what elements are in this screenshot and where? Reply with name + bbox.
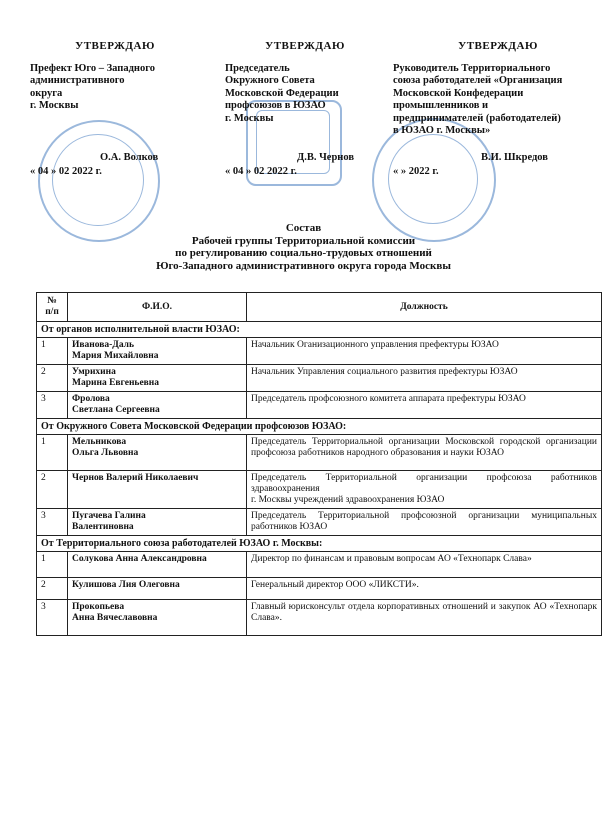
- table-row: [37, 509, 602, 536]
- table-row: [37, 435, 602, 471]
- person-name: [68, 578, 247, 600]
- person-name: [68, 552, 247, 578]
- person-position: Главный юрисконсульт отдела корпоративных отношений и закупок АО «Технопарк Слава».: [247, 600, 602, 636]
- person-name: [68, 365, 247, 392]
- person-name-line-2: Мария Михайловна: [72, 351, 159, 361]
- approval-heading: УТВЕРЖДАЮ: [265, 40, 345, 52]
- section-title: От Территориального союза работодателей ЮЗАО г. Москвы:: [37, 536, 602, 552]
- document-title: [0, 222, 607, 272]
- approval-heading: УТВЕРЖДАЮ: [75, 40, 155, 52]
- person-name-line-1: Солукова Анна Александровна: [72, 554, 207, 564]
- row-number: 3: [37, 600, 68, 636]
- approval-position: Префект Юго – Западного административного округа г. Москвы: [30, 62, 155, 111]
- section-title: От органов исполнительной власти ЮЗАО:: [37, 322, 602, 338]
- approval-signer: Д.В. Чернов: [297, 152, 355, 163]
- approval-date: « 04 » 02 2022 г.: [225, 166, 297, 177]
- table-row: [37, 471, 602, 509]
- approval-heading: УТВЕРЖДАЮ: [458, 40, 538, 52]
- header-fio: Ф.И.О.: [68, 293, 247, 322]
- row-number: 1: [37, 552, 68, 578]
- person-name-line-2: Валентиновна: [72, 522, 134, 532]
- approval-position: Председатель Окружного Совета Московской Федерации профсоюзов в ЮЗАО г. Москвы: [225, 62, 339, 124]
- person-name-line-1: Прокопьева: [72, 602, 125, 612]
- table-row: [37, 578, 602, 600]
- table-header-row: [37, 293, 602, 322]
- header-position: Должность: [247, 293, 602, 322]
- table-row: [37, 392, 602, 419]
- person-position: Председатель профсоюзного комитета аппарата префектуры ЮЗАО: [247, 392, 602, 419]
- person-name: [68, 600, 247, 636]
- row-number: 1: [37, 435, 68, 471]
- person-position: Начальник Оганизационного управления префектуры ЮЗАО: [247, 338, 602, 365]
- person-position: Начальник Управления социального развития префектуры ЮЗАО: [247, 365, 602, 392]
- person-name: [68, 392, 247, 419]
- person-name-line-2: Ольга Львовна: [72, 448, 139, 458]
- approval-date: « » 2022 г.: [393, 166, 439, 177]
- row-number: 3: [37, 392, 68, 419]
- table-row: [37, 600, 602, 636]
- person-name-line-1: Пугачева Галина: [72, 511, 146, 521]
- table-row: [37, 552, 602, 578]
- person-position: Председатель Территориальной профсоюзной организации муниципальных работников ЮЗАО: [247, 509, 602, 536]
- person-position: Председатель Территориальной организации Московской городской организации профсоюза работников народного образования и науки ЮЗАО: [247, 435, 602, 471]
- person-name: [68, 471, 247, 509]
- approval-signer: В.И. Шкредов: [481, 152, 548, 163]
- person-name-line-1: Иванова-Даль: [72, 340, 135, 350]
- title-line-3: по регулированию социально-трудовых отношений: [175, 247, 432, 259]
- table-row: [37, 365, 602, 392]
- person-name: [68, 338, 247, 365]
- working-group-table: [36, 292, 602, 636]
- person-name-line-2: Анна Вячеславовна: [72, 613, 158, 623]
- row-number: 2: [37, 578, 68, 600]
- person-name-line-1: Умрихина: [72, 367, 116, 377]
- approval-block-employers-union: [393, 40, 603, 177]
- approval-position: Руководитель Территориального союза работодателей «Организация Московской Конфедерации промышленников и предпринимателей (работодателей) в ЮЗАО г. Москвы»: [393, 62, 563, 136]
- person-name-line-1: Фролова: [72, 394, 110, 404]
- title-line-4: Юго-Западного административного округа города Москвы: [156, 259, 451, 272]
- section-title: От Окружного Совета Московской Федерации профсоюзов ЮЗАО:: [37, 419, 602, 435]
- section-row: [37, 322, 602, 338]
- person-name-line-1: Кулишова Лия Олеговна: [72, 580, 180, 590]
- person-position: Директор по финансам и правовым вопросам АО «Технопарк Слава»: [247, 552, 602, 578]
- person-position: Председатель Территориальной организации профсоюза работников здравоохранения г. Москвы учреждений здравоохранения ЮЗАО: [247, 471, 602, 509]
- person-name: [68, 435, 247, 471]
- section-row: [37, 419, 602, 435]
- person-name-line-2: Светлана Сергеевна: [72, 405, 160, 415]
- person-name-line-1: Чернов Валерий Николаевич: [72, 473, 199, 483]
- approval-block-union-council: [225, 40, 385, 177]
- row-number: 1: [37, 338, 68, 365]
- title-line-2: Рабочей группы Территориальной комиссии: [191, 234, 416, 247]
- table-row: [37, 338, 602, 365]
- row-number: 2: [37, 365, 68, 392]
- approval-date: « 04 » 02 2022 г.: [30, 166, 102, 177]
- title-line-1: Состав: [285, 222, 322, 234]
- header-num: № п/п: [37, 293, 68, 322]
- section-row: [37, 536, 602, 552]
- person-name-line-1: Мельникова: [72, 437, 127, 447]
- row-number: 3: [37, 509, 68, 536]
- row-number: 2: [37, 471, 68, 509]
- person-position: Генеральный директор ООО «ЛИКСТИ».: [247, 578, 602, 600]
- person-name: [68, 509, 247, 536]
- approval-signer: О.А. Волков: [100, 152, 159, 163]
- approval-block-prefect: [30, 40, 200, 177]
- person-name-line-2: Марина Евгеньевна: [72, 378, 160, 388]
